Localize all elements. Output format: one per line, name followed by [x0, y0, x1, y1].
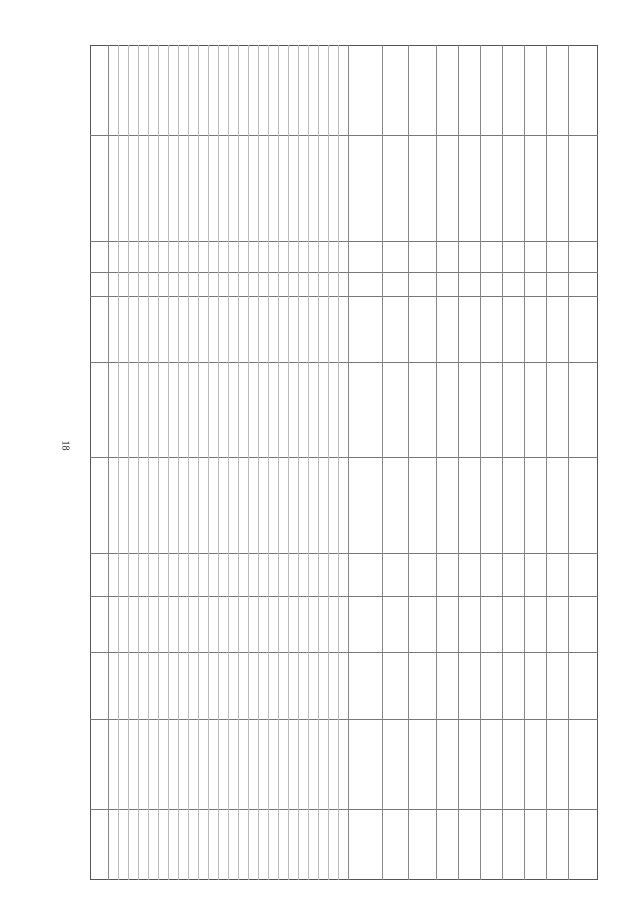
table-col-divider [128, 45, 129, 880]
table-col-divider [524, 45, 525, 880]
table-col-divider [502, 45, 503, 880]
table-col-divider [382, 45, 383, 880]
table-col-divider [328, 45, 329, 880]
table-row-divider [90, 596, 598, 597]
table-col-divider [298, 45, 299, 880]
table-row-divider [90, 457, 598, 458]
table-col-divider [348, 45, 349, 880]
table-col-divider [278, 45, 279, 880]
table-row-divider [90, 296, 598, 297]
table-col-divider [108, 45, 109, 880]
table-row-divider [90, 809, 598, 810]
table-col-divider [408, 45, 409, 880]
table-col-divider [158, 45, 159, 880]
table-col-divider [546, 45, 547, 880]
table-row-divider [90, 719, 598, 720]
table-row-divider [90, 553, 598, 554]
table-col-divider [436, 45, 437, 880]
table-col-divider [148, 45, 149, 880]
table-col-divider [118, 45, 119, 880]
table-col-divider [248, 45, 249, 880]
table-row-divider [90, 652, 598, 653]
page-number: 18 [59, 440, 71, 451]
table-col-divider [318, 45, 319, 880]
table-col-divider [458, 45, 459, 880]
table-col-divider [288, 45, 289, 880]
table-col-divider [338, 45, 339, 880]
table-col-divider [178, 45, 179, 880]
table-row-divider [90, 272, 598, 273]
table-frame [90, 45, 598, 880]
table-col-divider [568, 45, 569, 880]
table-row-divider [90, 135, 598, 136]
table-col-divider [238, 45, 239, 880]
table-col-divider [218, 45, 219, 880]
table-col-divider [258, 45, 259, 880]
table-col-divider [308, 45, 309, 880]
table-row-divider [90, 362, 598, 363]
table-col-divider [188, 45, 189, 880]
table-row-divider [90, 241, 598, 242]
table-col-divider [208, 45, 209, 880]
table-col-divider [198, 45, 199, 880]
table-col-divider [480, 45, 481, 880]
table-col-divider [268, 45, 269, 880]
table-col-divider [168, 45, 169, 880]
table-col-divider [228, 45, 229, 880]
table-col-divider [138, 45, 139, 880]
data-table [90, 45, 598, 880]
